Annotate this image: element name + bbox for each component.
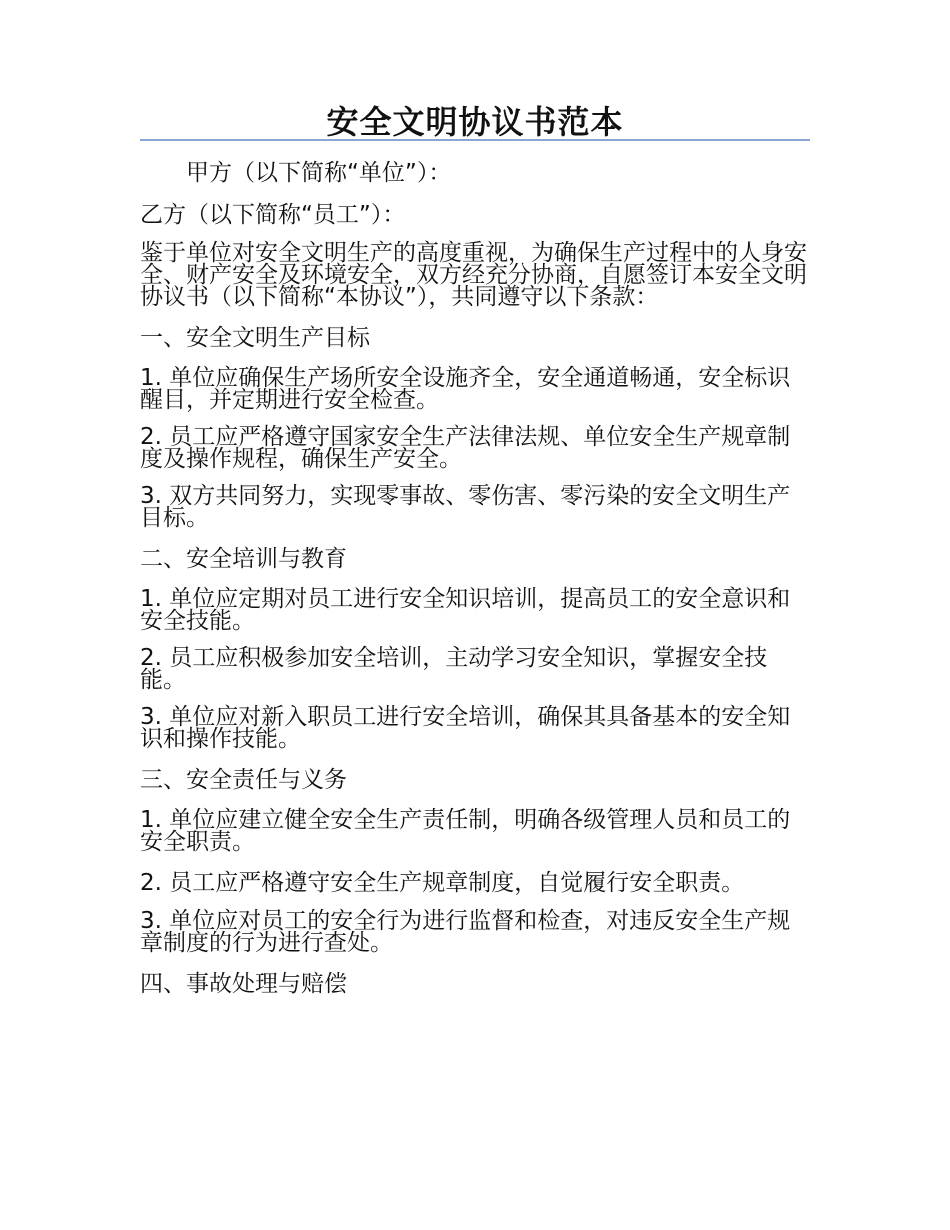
preamble-paragraph: 鉴于单位对安全文明生产的高度重视，为确保生产过程中的人身安全、财产安全及环境安全，双方经充分协商，自愿签订本安全文明协议书（以下简称“本协议”），共同遵守以下条款： — [140, 240, 807, 310]
clause-item: 1. 单位应定期对员工进行安全知识培训，提高员工的安全意识和安全技能。 — [140, 586, 791, 634]
clause-item: 2. 员工应严格遵守安全生产规章制度，自觉履行安全职责。 — [140, 870, 745, 896]
clause-item: 3. 双方共同努力，实现零事故、零伤害、零污染的安全文明生产目标。 — [140, 483, 791, 531]
section-4 — [140, 969, 810, 999]
clause-item: 1. 单位应建立健全安全生产责任制，明确各级管理人员和员工的安全职责。 — [140, 807, 791, 855]
section-2 — [140, 544, 810, 750]
document-title: 安全文明协议书范本 — [326, 103, 624, 141]
clause-item: 1. 单位应确保生产场所安全设施齐全，安全通道畅通，安全标识醒目，并定期进行安全检查。 — [140, 365, 791, 413]
title-underline — [140, 139, 810, 141]
clause-item: 3. 单位应对员工的安全行为进行监督和检查，对违反安全生产规章制度的行为进行查处。 — [140, 908, 791, 956]
clause-item: 3. 单位应对新入职员工进行安全培训，确保其具备基本的安全知识和操作技能。 — [140, 704, 791, 752]
section-1 — [140, 323, 810, 529]
clause-item: 2. 员工应严格遵守国家安全生产法律法规、单位安全生产规章制度及操作规程，确保生产安全。 — [140, 424, 791, 472]
clause-item: 2. 员工应积极参加安全培训，主动学习安全知识，掌握安全技能。 — [140, 645, 768, 693]
party-a-line: 甲方（以下简称“单位”）： — [186, 160, 452, 186]
party-b-line: 乙方（以下简称“员工”）： — [140, 202, 406, 228]
section-heading: 一、安全文明生产目标 — [140, 325, 370, 351]
section-heading: 三、安全责任与义务 — [140, 767, 347, 793]
section-heading: 二、安全培训与教育 — [140, 546, 347, 572]
section-heading: 四、事故处理与赔偿 — [140, 971, 347, 997]
document-body — [140, 158, 810, 1013]
section-3 — [140, 765, 810, 954]
